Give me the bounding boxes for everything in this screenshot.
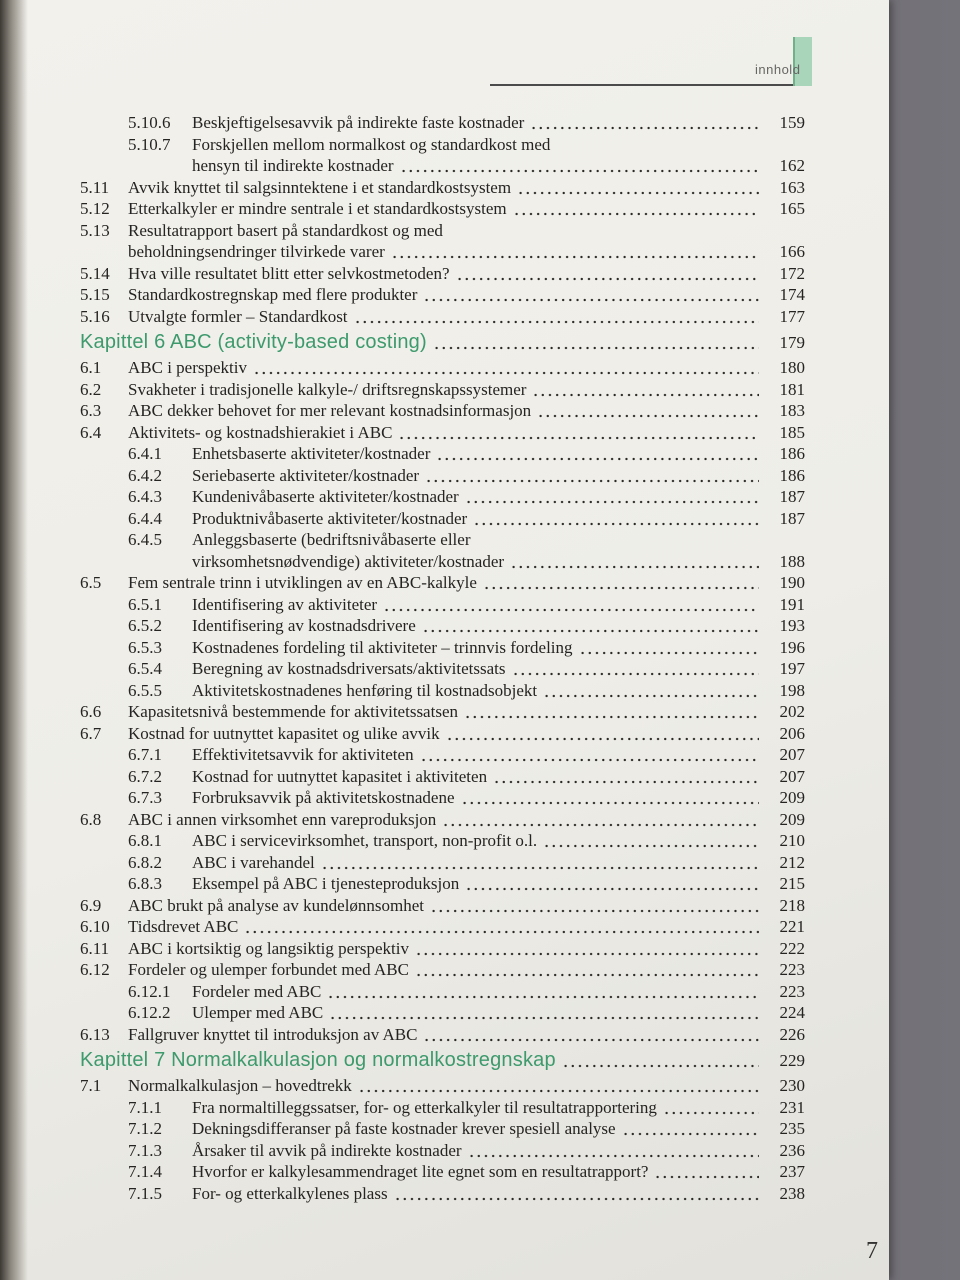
toc-entry bbox=[80, 1075, 805, 1097]
entry-number: 6.1 bbox=[80, 358, 102, 377]
entry-title: Beskjeftigelsesavvik på indirekte faste kostnader bbox=[192, 113, 525, 132]
toc-entry bbox=[80, 830, 805, 852]
entry-page: 165 bbox=[779, 199, 805, 218]
dot-leader bbox=[493, 766, 759, 788]
entry-page: 177 bbox=[779, 306, 805, 326]
entry-number: 6.8.3 bbox=[128, 874, 162, 893]
entry-line bbox=[80, 134, 805, 156]
entry-title: Etterkalkyler er mindre sentrale i et standardkostsystem bbox=[128, 199, 507, 218]
entry-number: 6.7.3 bbox=[128, 788, 162, 807]
entry-title-continued: beholdningsendringer tilvirkede varer bbox=[128, 242, 385, 261]
book-gutter-shadow bbox=[0, 0, 28, 1280]
entry-page: 191 bbox=[779, 594, 805, 614]
entry-title: Produktnivåbaserte aktiviteter/kostnader bbox=[192, 508, 468, 528]
toc-entry bbox=[80, 1097, 805, 1119]
dot-leader bbox=[321, 852, 759, 874]
entry-line bbox=[80, 723, 805, 745]
entry-page: 207 bbox=[779, 766, 805, 786]
toc-entry bbox=[80, 658, 805, 680]
entry-page: 198 bbox=[779, 680, 805, 700]
entry-title: Beregning av kostnadsdriversats/aktivitetssats bbox=[192, 659, 506, 678]
toc-entry bbox=[80, 916, 805, 938]
entry-number: 6.6 bbox=[80, 702, 102, 721]
entry-title: ABC i perspektiv bbox=[128, 358, 247, 377]
entry-title: Enhetsbaserte aktiviteter/kostnader bbox=[192, 444, 431, 463]
entry-number: 5.10.7 bbox=[128, 134, 171, 154]
entry-line bbox=[80, 809, 805, 831]
entry-number: 6.11 bbox=[80, 938, 110, 958]
entry-line bbox=[80, 508, 805, 530]
entry-line bbox=[80, 938, 805, 960]
entry-title: Tidsdrevet ABC bbox=[128, 917, 239, 936]
entry-title: Resultatrapport basert på standardkost og med bbox=[128, 220, 443, 240]
entry-number: 6.4.4 bbox=[128, 508, 162, 528]
toc-entry bbox=[80, 465, 805, 487]
entry-page: 206 bbox=[779, 723, 805, 743]
entry-number: 6.13 bbox=[80, 1024, 110, 1044]
toc-entry bbox=[80, 422, 805, 444]
entry-title: ABC i varehandel bbox=[192, 852, 315, 872]
entry-number: 6.7 bbox=[80, 723, 102, 743]
entry-page: 236 bbox=[779, 1140, 805, 1160]
entry-title: Standardkostregnskap med flere produkter bbox=[128, 285, 418, 304]
chapter-page: 179 bbox=[779, 333, 805, 352]
entry-number: 5.13 bbox=[80, 220, 110, 240]
entry-page: 224 bbox=[779, 1003, 805, 1022]
toc-entry bbox=[80, 637, 805, 659]
entry-line bbox=[80, 443, 805, 465]
dot-leader bbox=[465, 486, 759, 508]
table-of-contents bbox=[80, 112, 805, 1204]
toc-entry bbox=[80, 400, 805, 422]
entry-line bbox=[80, 744, 805, 766]
entry-number: 6.8.2 bbox=[128, 852, 162, 872]
entry-number: 6.12.1 bbox=[128, 981, 171, 1001]
toc-entry bbox=[80, 306, 805, 328]
entry-title: Kostnad for uutnyttet kapasitet i aktiviteten bbox=[192, 766, 488, 786]
entry-page: 215 bbox=[779, 874, 805, 893]
toc-entry bbox=[80, 357, 805, 379]
header-rule bbox=[490, 84, 795, 86]
dot-leader bbox=[537, 400, 759, 422]
dot-leader bbox=[543, 830, 759, 852]
entry-line bbox=[80, 529, 805, 551]
dot-leader bbox=[391, 241, 759, 263]
entry-title: For- og etterkalkylenes plass bbox=[192, 1183, 388, 1203]
entry-number: 7.1.3 bbox=[128, 1140, 162, 1160]
entry-title: ABC dekker behovet for mer relevant kostnadsinformasjon bbox=[128, 401, 532, 420]
dot-leader bbox=[517, 177, 759, 199]
toc-entry bbox=[80, 220, 805, 263]
toc-entry bbox=[80, 787, 805, 809]
toc-entry bbox=[80, 723, 805, 745]
toc-entry bbox=[80, 508, 805, 530]
entry-title: Utvalgte formler – Standardkost bbox=[128, 306, 348, 326]
dot-leader bbox=[422, 615, 759, 637]
entry-line bbox=[80, 852, 805, 874]
dot-leader bbox=[327, 981, 759, 1003]
entry-number: 7.1.2 bbox=[128, 1119, 162, 1138]
entry-page: 187 bbox=[779, 487, 805, 506]
entry-number: 6.5.2 bbox=[128, 616, 162, 635]
dot-leader bbox=[433, 327, 759, 357]
dot-leader bbox=[430, 895, 759, 917]
dot-leader bbox=[532, 379, 759, 401]
entry-line bbox=[80, 220, 805, 242]
entry-number: 7.1.5 bbox=[128, 1183, 162, 1203]
entry-number: 6.10 bbox=[80, 917, 110, 936]
entry-title: Kostnad for uutnyttet kapasitet og ulike avvik bbox=[128, 723, 440, 743]
entry-number: 5.16 bbox=[80, 306, 110, 326]
entry-line bbox=[80, 486, 805, 508]
entry-line bbox=[80, 594, 805, 616]
entry-page: 180 bbox=[779, 358, 805, 377]
entry-line bbox=[80, 357, 805, 379]
dot-leader bbox=[579, 637, 759, 659]
entry-line bbox=[80, 284, 805, 306]
entry-title: Aktivitetskostnadenes henføring til kostnadsobjekt bbox=[192, 680, 538, 700]
dot-leader bbox=[244, 916, 759, 938]
entry-title: Forskjellen mellom normalkost og standardkost med bbox=[192, 134, 551, 154]
entry-page: 226 bbox=[779, 1024, 805, 1044]
entry-title: Identifisering av kostnadsdrivere bbox=[192, 616, 416, 635]
entry-line bbox=[80, 198, 805, 220]
entry-title: Forbruksavvik på aktivitetskostnadene bbox=[192, 788, 455, 807]
entry-number: 6.7.1 bbox=[128, 745, 162, 764]
entry-number: 5.15 bbox=[80, 285, 110, 304]
dot-leader bbox=[423, 284, 759, 306]
entry-page: 190 bbox=[779, 573, 805, 592]
entry-page: 166 bbox=[779, 242, 805, 261]
entry-number: 6.7.2 bbox=[128, 766, 162, 786]
entry-title: Fordeler og ulemper forbundet med ABC bbox=[128, 960, 409, 979]
dot-leader bbox=[436, 443, 759, 465]
entry-number: 6.4.2 bbox=[128, 465, 162, 485]
page-number: 7 bbox=[866, 1238, 878, 1264]
toc-entry bbox=[80, 1140, 805, 1162]
chapter-title: Kapittel 7 Normalkalkulasjon og normalkostregnskap bbox=[80, 1049, 556, 1071]
toc-entry bbox=[80, 379, 805, 401]
entry-number: 6.3 bbox=[80, 401, 102, 420]
toc-entry bbox=[80, 284, 805, 306]
entry-title: Kundenivåbaserte aktiviteter/kostnader bbox=[192, 487, 459, 506]
entry-title: Svakheter i tradisjonelle kalkyle-/ driftsregnskapssystemer bbox=[128, 379, 527, 399]
toc-entry bbox=[80, 766, 805, 788]
dot-leader bbox=[483, 572, 759, 594]
toc-entry bbox=[80, 1161, 805, 1183]
toc-entry bbox=[80, 134, 805, 177]
entry-page: 163 bbox=[779, 177, 805, 197]
chapter-page: 229 bbox=[779, 1051, 805, 1070]
chapter-heading bbox=[80, 1045, 805, 1075]
entry-title: ABC i kortsiktig og langsiktig perspektiv bbox=[128, 938, 409, 958]
entry-title: Fra normaltilleggssatser, for- og etterkalkyler til resultatrapportering bbox=[192, 1097, 657, 1117]
dot-leader bbox=[543, 680, 759, 702]
entry-page: 209 bbox=[779, 788, 805, 807]
entry-page: 197 bbox=[779, 659, 805, 678]
dot-leader bbox=[512, 658, 760, 680]
toc-entry bbox=[80, 112, 805, 134]
dot-leader bbox=[622, 1118, 759, 1140]
entry-line bbox=[80, 1002, 805, 1024]
entry-title: Fallgruver knyttet til introduksjon av ABC bbox=[128, 1024, 418, 1044]
dot-leader bbox=[415, 938, 759, 960]
dot-leader bbox=[663, 1097, 759, 1119]
entry-page: 172 bbox=[779, 263, 805, 283]
entry-number: 6.5.1 bbox=[128, 594, 162, 614]
entry-line bbox=[80, 830, 805, 852]
entry-page: 210 bbox=[779, 831, 805, 850]
running-header: innhold bbox=[755, 62, 801, 77]
dot-leader bbox=[654, 1161, 759, 1183]
entry-line bbox=[80, 177, 805, 199]
entry-line bbox=[80, 981, 805, 1003]
entry-page: 186 bbox=[779, 444, 805, 463]
entry-number: 6.5.5 bbox=[128, 680, 162, 700]
dot-leader bbox=[394, 1183, 759, 1205]
entry-number: 6.5.3 bbox=[128, 637, 162, 657]
entry-title: Hvorfor er kalkylesammendraget lite egnet som en resultatrapport? bbox=[192, 1162, 649, 1181]
entry-line bbox=[80, 1140, 805, 1162]
entry-title: Aktivitets- og kostnadshierakiet i ABC bbox=[128, 422, 393, 442]
entry-page: 187 bbox=[779, 508, 805, 528]
dot-leader bbox=[513, 198, 759, 220]
entry-line bbox=[80, 465, 805, 487]
entry-title: Dekningsdifferanser på faste kostnader krever spesiell analyse bbox=[192, 1119, 616, 1138]
dot-leader bbox=[398, 422, 759, 444]
dot-leader bbox=[456, 263, 760, 285]
entry-line bbox=[80, 959, 805, 981]
dot-leader bbox=[400, 155, 759, 177]
dot-leader bbox=[358, 1075, 759, 1097]
entry-line bbox=[80, 379, 805, 401]
entry-title: ABC brukt på analyse av kundelønnsomhet bbox=[128, 895, 425, 915]
toc-entry bbox=[80, 486, 805, 508]
dot-leader bbox=[473, 508, 759, 530]
entry-number: 6.5.4 bbox=[128, 659, 162, 678]
dot-leader bbox=[562, 1045, 759, 1075]
chapter-title: Kapittel 6 ABC (activity-based costing) bbox=[80, 331, 427, 353]
toc-entry bbox=[80, 1024, 805, 1046]
chapter-heading bbox=[80, 327, 805, 357]
dot-leader bbox=[530, 112, 759, 134]
entry-line bbox=[80, 873, 805, 895]
entry-number: 6.4.1 bbox=[128, 444, 162, 463]
entry-line bbox=[80, 263, 805, 285]
entry-line bbox=[80, 895, 805, 917]
entry-title: Kostnadenes fordeling til aktiviteter – trinnvis fordeling bbox=[192, 637, 573, 657]
toc-entry bbox=[80, 1118, 805, 1140]
entry-title: Fordeler med ABC bbox=[192, 981, 322, 1001]
toc-entry bbox=[80, 895, 805, 917]
entry-page: 223 bbox=[779, 981, 805, 1001]
toc-entry bbox=[80, 701, 805, 723]
entry-number: 6.12 bbox=[80, 960, 110, 979]
entry-page: 223 bbox=[779, 960, 805, 979]
dot-leader bbox=[464, 701, 759, 723]
entry-line bbox=[80, 400, 805, 422]
entry-page: 238 bbox=[779, 1183, 805, 1203]
entry-line bbox=[80, 422, 805, 444]
entry-page: 222 bbox=[779, 938, 805, 958]
entry-page: 237 bbox=[779, 1162, 805, 1181]
entry-title: Anleggsbaserte (bedriftsnivåbaserte eller bbox=[192, 530, 471, 549]
toc-entry bbox=[80, 852, 805, 874]
dot-leader bbox=[468, 1140, 759, 1162]
entry-title: Identifisering av aktiviteter bbox=[192, 594, 378, 614]
entry-page: 181 bbox=[779, 379, 805, 399]
toc-entry bbox=[80, 594, 805, 616]
entry-title: Fem sentrale trinn i utviklingen av en ABC-kalkyle bbox=[128, 573, 477, 592]
entry-page: 207 bbox=[779, 745, 805, 764]
entry-number: 7.1.4 bbox=[128, 1162, 162, 1181]
entry-number: 6.4 bbox=[80, 422, 102, 442]
entry-number: 6.8.1 bbox=[128, 831, 162, 850]
entry-number: 7.1.1 bbox=[128, 1097, 162, 1117]
entry-title: Avvik knyttet til salgsinntektene i et standardkostsystem bbox=[128, 177, 512, 197]
entry-title-continued: virksomhetsnødvendige) aktiviteter/kostnader bbox=[192, 551, 505, 571]
dot-leader bbox=[465, 873, 759, 895]
entry-page: 231 bbox=[779, 1097, 805, 1117]
toc-entry bbox=[80, 443, 805, 465]
entry-page: 162 bbox=[779, 156, 805, 175]
entry-line bbox=[80, 306, 805, 328]
toc-entry bbox=[80, 615, 805, 637]
toc-entry bbox=[80, 981, 805, 1003]
entry-title: Effektivitetsavvik for aktiviteten bbox=[192, 745, 414, 764]
entry-page: 230 bbox=[779, 1076, 805, 1095]
entry-number: 5.14 bbox=[80, 263, 110, 283]
entry-page: 212 bbox=[779, 852, 805, 872]
entry-line bbox=[80, 1075, 805, 1097]
toc-entry bbox=[80, 1183, 805, 1205]
entry-title: ABC i servicevirksomhet, transport, non-profit o.l. bbox=[192, 831, 538, 850]
entry-line-continued bbox=[80, 241, 805, 263]
entry-page: 185 bbox=[779, 422, 805, 442]
toc-entry bbox=[80, 959, 805, 981]
entry-title: Hva ville resultatet blitt etter selvkostmetoden? bbox=[128, 263, 450, 283]
toc-entry bbox=[80, 529, 805, 572]
entry-title: Eksempel på ABC i tjenesteproduksjon bbox=[192, 874, 460, 893]
dot-leader bbox=[510, 551, 759, 573]
entry-line bbox=[80, 787, 805, 809]
entry-title: ABC i annen virksomhet enn vareproduksjon bbox=[128, 809, 437, 829]
entry-title: Årsaker til avvik på indirekte kostnader bbox=[192, 1140, 462, 1160]
entry-line bbox=[80, 615, 805, 637]
toc-entry bbox=[80, 572, 805, 594]
entry-line bbox=[80, 680, 805, 702]
dot-leader bbox=[383, 594, 759, 616]
entry-number: 6.4.5 bbox=[128, 530, 162, 549]
entry-page: 218 bbox=[779, 895, 805, 915]
entry-page: 188 bbox=[779, 551, 805, 571]
dot-leader bbox=[446, 723, 759, 745]
entry-line bbox=[80, 1024, 805, 1046]
toc-entry bbox=[80, 680, 805, 702]
entry-line bbox=[80, 701, 805, 723]
entry-number: 6.12.2 bbox=[128, 1003, 171, 1022]
toc-entry bbox=[80, 744, 805, 766]
entry-line bbox=[80, 658, 805, 680]
entry-title: Ulemper med ABC bbox=[192, 1003, 324, 1022]
entry-line bbox=[80, 1097, 805, 1119]
entry-number: 6.8 bbox=[80, 809, 102, 829]
entry-line bbox=[80, 1161, 805, 1183]
entry-page: 196 bbox=[779, 637, 805, 657]
entry-line bbox=[80, 916, 805, 938]
entry-line bbox=[80, 766, 805, 788]
entry-number: 6.4.3 bbox=[128, 487, 162, 506]
entry-line bbox=[80, 572, 805, 594]
entry-line-continued bbox=[80, 551, 805, 573]
entry-page: 186 bbox=[779, 465, 805, 485]
entry-number: 6.2 bbox=[80, 379, 102, 399]
entry-page: 159 bbox=[779, 113, 805, 132]
entry-line bbox=[80, 1118, 805, 1140]
toc-entry bbox=[80, 177, 805, 199]
entry-title: Kapasitetsnivå bestemmende for aktivitetssatsen bbox=[128, 702, 458, 721]
entry-title-continued: hensyn til indirekte kostnader bbox=[192, 156, 394, 175]
entry-number: 6.9 bbox=[80, 895, 102, 915]
entry-page: 235 bbox=[779, 1119, 805, 1138]
dot-leader bbox=[425, 465, 759, 487]
dot-leader bbox=[442, 809, 759, 831]
toc-entry bbox=[80, 1002, 805, 1024]
dot-leader bbox=[420, 744, 759, 766]
entry-page: 174 bbox=[779, 285, 805, 304]
dot-leader bbox=[415, 959, 759, 981]
toc-entry bbox=[80, 938, 805, 960]
entry-number: 5.11 bbox=[80, 177, 110, 197]
entry-title: Normalkalkulasjon – hovedtrekk bbox=[128, 1076, 352, 1095]
dot-leader bbox=[423, 1024, 759, 1046]
entry-line-continued bbox=[80, 155, 805, 177]
entry-page: 183 bbox=[779, 401, 805, 420]
entry-page: 209 bbox=[779, 809, 805, 829]
dot-leader bbox=[354, 306, 759, 328]
dot-leader bbox=[253, 357, 759, 379]
entry-line bbox=[80, 112, 805, 134]
entry-number: 5.12 bbox=[80, 199, 110, 218]
entry-page: 193 bbox=[779, 616, 805, 635]
toc-entry bbox=[80, 809, 805, 831]
entry-page: 202 bbox=[779, 702, 805, 721]
entry-number: 6.5 bbox=[80, 573, 102, 592]
entry-line bbox=[80, 1183, 805, 1205]
entry-title: Seriebaserte aktiviteter/kostnader bbox=[192, 465, 420, 485]
toc-entry bbox=[80, 263, 805, 285]
entry-page: 221 bbox=[779, 917, 805, 936]
toc-entry bbox=[80, 198, 805, 220]
entry-number: 5.10.6 bbox=[128, 113, 171, 132]
entry-line bbox=[80, 637, 805, 659]
dot-leader bbox=[329, 1002, 759, 1024]
entry-number: 7.1 bbox=[80, 1076, 102, 1095]
toc-entry bbox=[80, 873, 805, 895]
dot-leader bbox=[461, 787, 759, 809]
